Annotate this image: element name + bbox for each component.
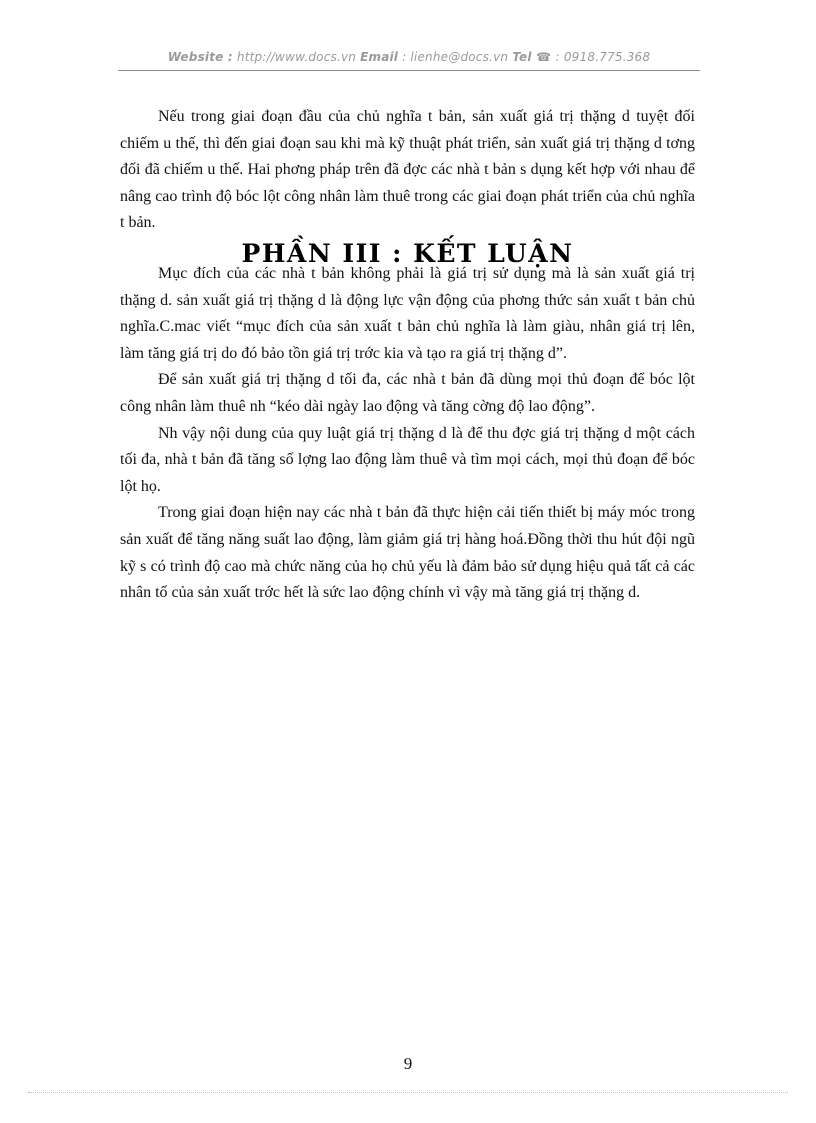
paragraph: Để sản xuất giá trị thặng d tối đa, các nhà t bản đã dùng mọi thủ đoạn để bóc lột công nhân làm thuê nh “kéo dài ngày lao động và tăng cờng độ lao động”. [120, 371, 695, 415]
email-label: Email [360, 50, 399, 64]
phone-icon: ☎ [531, 50, 556, 64]
email-value: : lienhe@docs.vn [398, 50, 513, 64]
page-number: 9 [403, 1054, 413, 1073]
tel-value: : 0918.775.368 [555, 50, 651, 64]
website-url: http://www.docs.vn [232, 50, 361, 64]
paragraph: Nh vậy nội dung của quy luật giá trị thặng d là để thu đợc giá trị thặng d một cách tối đa, nhà t bản đã tăng số lợng lao động làm thuê và tìm mọi cách, mọi thủ đoạn để bóc lột họ. [120, 424, 695, 495]
footer-divider [28, 1092, 788, 1093]
header-divider [118, 70, 700, 71]
section-heading: PHẦN III : KẾT LUẬN [241, 238, 574, 268]
tel-label: Tel [512, 50, 532, 64]
document-body [120, 104, 695, 607]
paragraph: Mục đích của các nhà t bản không phải là giá trị sử dụng mà là sản xuất giá trị thặng d. sản xuất giá trị thặng d là động lực vận động của phơng thức sản xuất t bản chủ nghĩa.C.mac viết “mục đích của sản xuất t bản chủ nghĩa là làm giàu, nhân giá trị lên, làm tăng giá trị do đó bảo tồn giá trị trớc kia và tạo ra giá trị thặng d”. [120, 264, 695, 362]
paragraph: Trong giai đoạn hiện nay các nhà t bản đã thực hiện cải tiến thiết bị máy móc trong sản xuất để tăng năng suất lao động, làm giảm giá trị hàng hoá.Đồng thời thu hút đội ngũ kỹ s có trình độ cao mà chức năng của họ chủ yếu là đảm bảo sử dụng hiệu quả tất cả các nhân tố của sản xuất trớc hết là sức lao động chính vì vậy mà tăng giá trị thặng d. [120, 504, 695, 602]
website-label: Website : [167, 50, 233, 64]
page-header [118, 50, 700, 64]
paragraph: Nếu trong giai đoạn đầu của chủ nghĩa t bản, sản xuất giá trị thặng d tuyệt đối chiếm u thế, thì đến giai đoạn sau khi mà kỹ thuật phát triển, sản xuất giá trị thặng d tơng đối đã chiếm u thế. Hai phơng pháp trên đã đợc các nhà t bản s dụng kết hợp với nhau để nâng cao trình độ bóc lột công nhân làm thuê trong các giai đoạn phát triển của chủ nghĩa t bản. [120, 108, 695, 232]
